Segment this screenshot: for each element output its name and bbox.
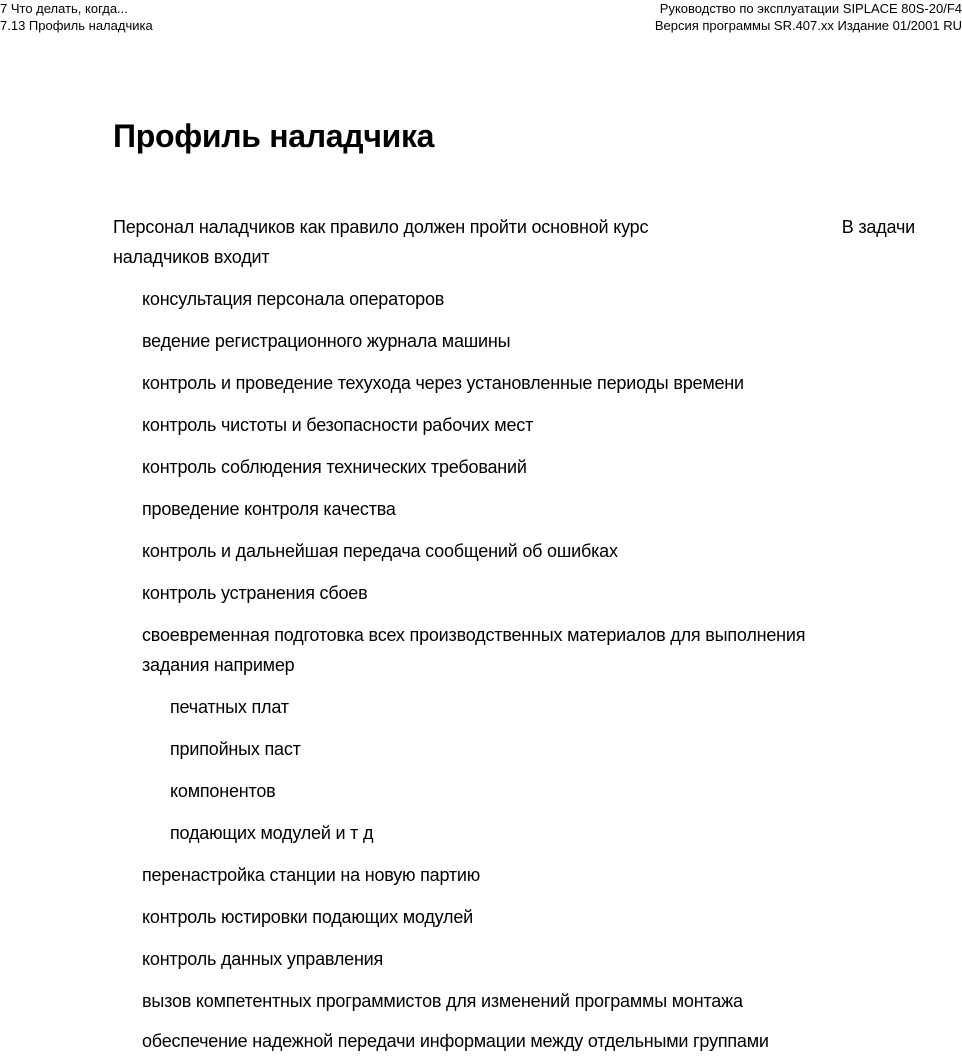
list-item: вызов компетентных программистов для изменений программы монтажа	[142, 991, 743, 1011]
sub-list-item: компонентов	[170, 781, 276, 801]
manual-title: Руководство по эксплуатации SIPLACE 80S-20/F4	[659, 1, 962, 16]
chapter-ref: 7 Что делать, когда...	[0, 1, 128, 16]
running-header-left	[0, 0, 153, 34]
list-item: контроль юстировки подающих модулей	[142, 907, 474, 927]
list-item: контроль чистоты и безопасности рабочих мест	[142, 415, 534, 435]
page-title: Профиль наладчика	[113, 118, 435, 154]
list-item: обеспечение надежной передачи информации между отдельными группами	[142, 1031, 769, 1051]
list-item-materials	[142, 620, 805, 680]
list-item: консультация персонала операторов	[142, 289, 445, 309]
running-header-right	[655, 0, 962, 34]
list-item: контроль и проведение техухода через установленные периоды времени	[142, 373, 744, 393]
materials-line-2: задания например	[142, 655, 295, 675]
materials-line-1: своевременная подготовка всех производственных материалов для выполнения	[142, 625, 806, 645]
intro-paragraph	[113, 212, 923, 272]
sub-list-item: подающих модулей и т д	[170, 823, 374, 843]
intro-line-1	[113, 212, 923, 242]
list-item: перенастройка станции на новую партию	[142, 865, 481, 885]
intro-line-2: наладчиков входит	[113, 247, 270, 267]
intro-text-right: В задачи	[841, 217, 915, 237]
list-item: ведение регистрационного журнала машины	[142, 331, 511, 351]
list-item: контроль и дальнейшая передача сообщений об ошибках	[142, 541, 618, 561]
list-item: контроль устранения сбоев	[142, 583, 368, 603]
list-item: контроль соблюдения технических требований	[142, 457, 527, 477]
sub-list-item: припойных паст	[170, 739, 301, 759]
list-item: контроль данных управления	[142, 949, 384, 969]
version-edition: Версия программы SR.407.xx Издание 01/2001 RU	[654, 18, 962, 33]
intro-text-left: Персонал наладчиков как правило должен пройти основной курс	[113, 217, 649, 237]
section-ref: 7.13 Профиль наладчика	[0, 18, 153, 33]
list-item: проведение контроля качества	[142, 499, 396, 519]
sub-list-item: печатных плат	[170, 697, 289, 717]
